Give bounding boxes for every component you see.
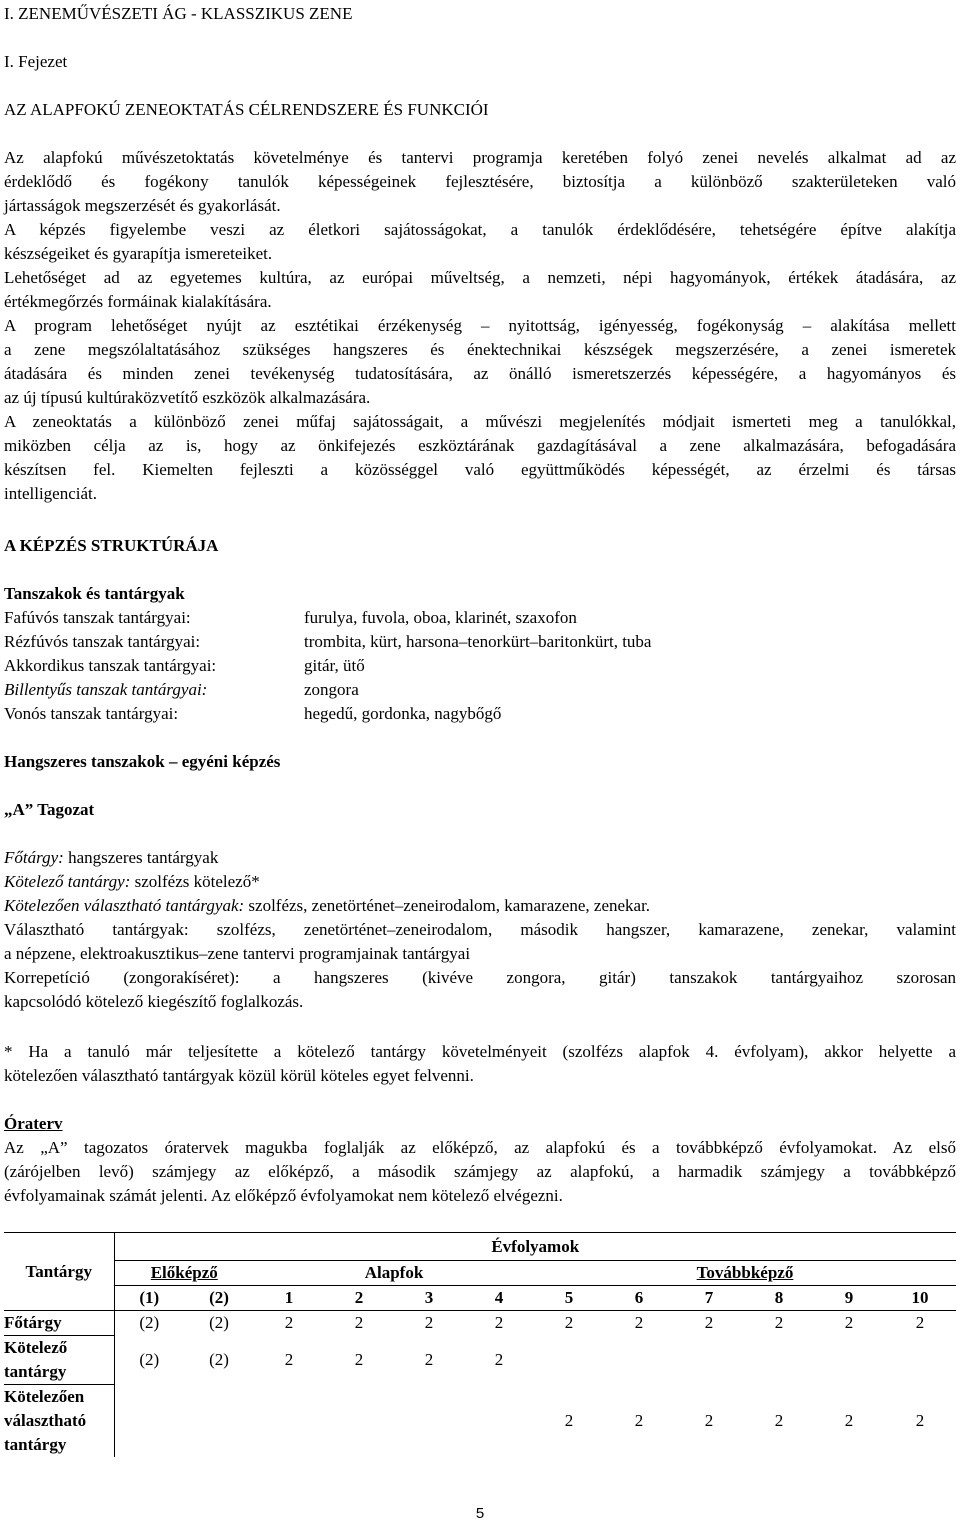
timetable-line-3: évfolyamainak számát jelenti. Az előképző évfolyamokat nem kötelező elvégezni. <box>4 1186 563 1205</box>
individual-title: Hangszeres tanszakok – egyéni képzés <box>4 752 281 771</box>
table-cell: (2) <box>184 1311 254 1336</box>
compulsory-subject-value: szolfézs kötelező* <box>130 872 260 891</box>
intro-line: készítsen fel. Kiemelten fejleszti a közösséggel való együttműködés képességét, az érzelmi és társas <box>4 460 956 479</box>
table-cell: 2 <box>394 1311 464 1336</box>
column-header: (2) <box>184 1286 254 1311</box>
table-cell <box>464 1385 534 1458</box>
intro-line: az új típusú kultúraközvetítő eszközök alkalmazására. <box>4 388 371 407</box>
column-header: 2 <box>324 1286 394 1311</box>
table-cell: 2 <box>814 1311 884 1336</box>
column-header: (1) <box>114 1286 184 1311</box>
intro-line: A zeneoktatás a különböző zenei műfaj sajátosságait, a művészi megjelenítés módjait ismerteti meg a tanulókkal, <box>4 412 956 431</box>
table-cell: 2 <box>744 1311 814 1336</box>
table-cell: 2 <box>564 1410 574 1430</box>
timetable-line-1: Az „A” tagozatos óratervek magukba foglalják az előképző, az alapfokú és a továbbképző évfolyamokat. Az első <box>4 1138 956 1157</box>
intro-line: miközben célja az is, hogy az önkifejezés eszköztárának gazdagításával a zene alkalmazására, befogadására <box>4 436 956 455</box>
column-header: 10 <box>884 1286 956 1311</box>
group-elokepzo: Előképző <box>114 1261 254 1286</box>
intro-line: Az alapfokú művészetoktatás követelménye és tantervi programja keretében folyó zenei nevelés alkalmat ad az <box>4 148 956 167</box>
footnote-line-2: kötelezően választható tantárgyak közül körül köteles egyet felvenni. <box>4 1066 474 1085</box>
elective-line-2: a népzene, elektroakusztikus–zene tantervi programjainak tantárgyai <box>4 944 471 963</box>
intro-line: A képzés figyelembe veszi az életkori sajátosságokat, a tanulók érdeklődésére, tehetségére építve alakítja <box>4 220 956 239</box>
department-subjects: gitár, ütő <box>304 656 365 675</box>
table-cell: 2 <box>774 1410 784 1430</box>
main-subject-value: hangszeres tantárgyak <box>63 848 219 867</box>
intro-line: jártasságok megszerzését és gyakorlását. <box>4 196 281 215</box>
department-subjects: furulya, fuvola, oboa, klarinét, szaxofon <box>304 608 577 627</box>
timetable-table <box>4 1232 956 1457</box>
group-tovabbkepzo: Továbbképző <box>534 1261 956 1286</box>
table-cell: 2 <box>634 1410 644 1430</box>
column-header: 6 <box>604 1286 674 1311</box>
table-group-row <box>4 1261 956 1286</box>
table-cell <box>254 1385 324 1458</box>
intro-line: A program lehetőséget nyújt az esztétikai érzékenység – nyitottság, igényesség, fogékonyság – alakítása mellett <box>4 316 956 335</box>
compulsory-subject-line <box>4 870 260 894</box>
page-number: 5 <box>475 1505 485 1522</box>
elective-line-1: Választható tantárgyak: szolfézs, zenetörténet–zeneirodalom, második hangszer, kamarazene, zenekar, valamint <box>4 920 956 939</box>
years-header: Évfolyamok <box>114 1233 956 1261</box>
department-name: Akkordikus tanszak tantárgyai: <box>4 656 217 675</box>
table-cell: (2) <box>114 1336 184 1385</box>
table-column-row <box>4 1286 956 1311</box>
column-header: 8 <box>744 1286 814 1311</box>
table-cell <box>534 1336 604 1385</box>
table-row <box>4 1311 956 1336</box>
table-cell <box>884 1336 956 1385</box>
departments-title: Tanszakok és tantárgyak <box>4 584 185 603</box>
group-alapfok: Alapfok <box>254 1261 534 1286</box>
compulsory-elective-label: Kötelezően választható tantárgyak: <box>4 896 245 915</box>
intro-line: a zene megszólaltatásához szükséges hangszeres és énektechnikai készségek megszerzésére, a zenei ismeretek <box>4 340 956 359</box>
table-cell <box>674 1336 744 1385</box>
table-cell: 2 <box>494 1350 504 1369</box>
table-cell <box>394 1385 464 1458</box>
table-cell: 2 <box>704 1410 714 1430</box>
table-cell: 2 <box>884 1311 956 1336</box>
table-cell: 2 <box>354 1350 364 1369</box>
correpetition-line-1: Korrepetíció (zongorakíséret): a hangszeres (kivéve zongora, gitár) tanszakok tantárgyaihoz szorosan <box>4 968 956 987</box>
intro-line: átadására és minden zenei tevékenység tudatosítására, az önálló ismeretszerzés képességére, a hagyományos és <box>4 364 956 383</box>
table-cell <box>814 1336 884 1385</box>
table-cell <box>604 1336 674 1385</box>
compulsory-elective-value: szolfézs, zenetörténet–zeneirodalom, kamarazene, zenekar. <box>244 896 651 915</box>
table-cell: 2 <box>604 1311 674 1336</box>
row-label: Főtárgy <box>4 1311 114 1336</box>
table-row <box>4 1385 956 1458</box>
department-subjects: hegedű, gordonka, nagybőgő <box>304 704 502 723</box>
compulsory-subject-label: Kötelező tantárgy: <box>4 872 131 891</box>
correpetition-line-2: kapcsolódó kötelező kiegészítő foglalkozás. <box>4 992 304 1011</box>
row-label: Kötelező tantárgy <box>4 1336 114 1385</box>
department-name: Vonós tanszak tantárgyai: <box>4 704 179 723</box>
intro-line: intelligenciát. <box>4 484 97 503</box>
timetable-title: Óraterv <box>4 1114 63 1133</box>
department-subjects: trombita, kürt, harsona–tenorkürt–baritonkürt, tuba <box>304 632 652 651</box>
table-cell <box>324 1385 394 1458</box>
main-subject-line <box>4 846 218 870</box>
column-header: 7 <box>674 1286 744 1311</box>
structure-title: A KÉPZÉS STRUKTÚRÁJA <box>4 536 219 555</box>
section-heading: I. ZENEMŰVÉSZETI ÁG - KLASSZIKUS ZENE <box>4 4 353 23</box>
table-cell: 2 <box>324 1311 394 1336</box>
timetable-line-2: (zárójelben levő) számjegy az előképző, a második számjegy az alapfokú, a harmadik számjegy a továbbképző <box>4 1162 956 1181</box>
main-subject-label: Főtárgy: <box>4 848 64 867</box>
table-cell <box>744 1336 814 1385</box>
table-cell: 2 <box>844 1410 854 1430</box>
table-cell: 2 <box>424 1350 434 1369</box>
table-cell: 2 <box>534 1311 604 1336</box>
track-title: „A” Tagozat <box>4 800 95 819</box>
chapter-title: AZ ALAPFOKÚ ZENEOKTATÁS CÉLRENDSZERE ÉS FUNKCIÓI <box>4 100 489 119</box>
department-subjects: zongora <box>304 680 359 699</box>
table-cell: (2) <box>209 1350 229 1369</box>
table-cell: 2 <box>254 1311 324 1336</box>
table-cell <box>114 1385 184 1458</box>
intro-line: értékmegőrzés formáinak kialakítására. <box>4 292 272 311</box>
column-header: 5 <box>534 1286 604 1311</box>
compulsory-elective-line <box>4 894 650 918</box>
intro-line: készségeiket és gyarapítja ismereteiket. <box>4 244 273 263</box>
table-cell: 2 <box>464 1311 534 1336</box>
intro-line: érdeklődő és fogékony tanulók képességeinek fejlesztésére, biztosítja a különböző szakterületeken való <box>4 172 956 191</box>
table-cell <box>184 1385 254 1458</box>
chapter-heading: I. Fejezet <box>4 52 68 71</box>
column-header: 3 <box>394 1286 464 1311</box>
column-header: 1 <box>254 1286 324 1311</box>
subject-header: Tantárgy <box>4 1233 114 1311</box>
department-name: Rézfúvós tanszak tantárgyai: <box>4 632 201 651</box>
department-name: Fafúvós tanszak tantárgyai: <box>4 608 191 627</box>
table-header-row <box>4 1233 956 1261</box>
footnote-line-1: * Ha a tanuló már teljesítette a kötelező tantárgy követelményeit (szolfézs alapfok 4. évfolyam), akkor helyette a <box>4 1042 956 1061</box>
column-header: 9 <box>814 1286 884 1311</box>
column-header: 4 <box>464 1286 534 1311</box>
table-cell: (2) <box>114 1311 184 1336</box>
table-row <box>4 1336 956 1385</box>
department-name: Billentyűs tanszak tantárgyai: <box>4 680 208 699</box>
table-cell: 2 <box>284 1350 294 1369</box>
table-cell: 2 <box>915 1410 925 1430</box>
row-label: Kötelezően választható tantárgy <box>4 1385 114 1458</box>
intro-line: Lehetőséget ad az egyetemes kultúra, az európai műveltség, a nemzeti, népi hagyományok, értékek átadására, az <box>4 268 956 287</box>
table-cell: 2 <box>674 1311 744 1336</box>
